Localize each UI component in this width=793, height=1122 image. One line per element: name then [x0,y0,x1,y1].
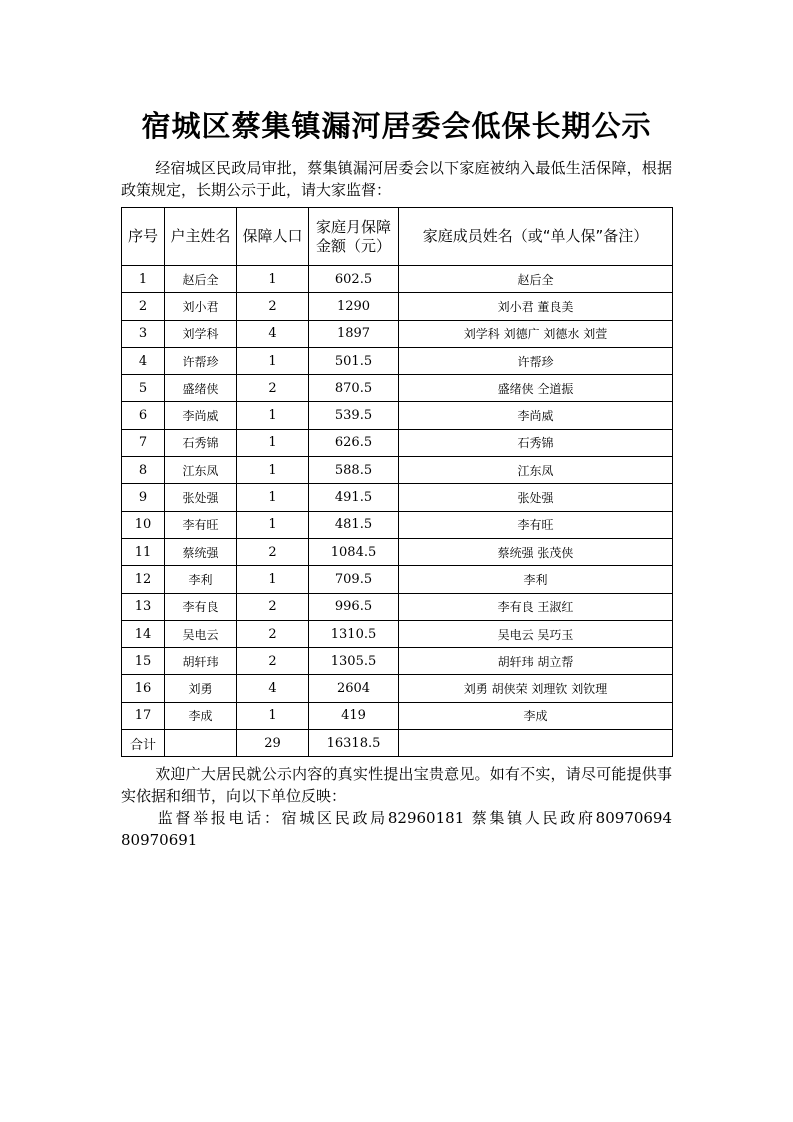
cell-count: 1 [237,266,309,293]
total-head-empty [165,730,237,757]
cell-amount: 419 [309,702,399,729]
table-body [122,266,673,730]
table-row [122,675,673,702]
table-row [122,375,673,402]
cell-members: 李利 [399,566,673,593]
cell-amount: 996.5 [309,593,399,620]
cell-members: 胡轩玮 胡立帮 [399,648,673,675]
cell-count: 1 [237,402,309,429]
cell-members: 吴电云 吴巧玉 [399,620,673,647]
cell-seq: 5 [122,375,165,402]
cell-head-name: 江东凤 [165,457,237,484]
cell-amount: 491.5 [309,484,399,511]
cell-members: 刘小君 董良美 [399,293,673,320]
cell-head-name: 张处强 [165,484,237,511]
cell-head-name: 李利 [165,566,237,593]
header-amount-line1: 家庭月保障 [315,217,391,236]
cell-count: 2 [237,293,309,320]
cell-seq: 16 [122,675,165,702]
cell-head-name: 李尚威 [165,402,237,429]
cell-seq: 2 [122,293,165,320]
cell-members: 刘勇 胡侠荣 刘理钦 刘钦理 [399,675,673,702]
table-row [122,620,673,647]
table-row [122,429,673,456]
cell-count: 1 [237,566,309,593]
cell-seq: 13 [122,593,165,620]
cell-count: 2 [237,593,309,620]
cell-count: 1 [237,347,309,374]
cell-head-name: 胡轩玮 [165,648,237,675]
cell-members: 李尚威 [399,402,673,429]
cell-seq: 1 [122,266,165,293]
cell-seq: 7 [122,429,165,456]
cell-head-name: 李成 [165,702,237,729]
header-count: 保障人口 [237,208,309,266]
cell-seq: 3 [122,320,165,347]
report-text: 监督举报电话：宿城区民政局82960181 蔡集镇人民政府80970694 80970691 [121,809,672,849]
cell-amount: 1897 [309,320,399,347]
cell-count: 2 [237,375,309,402]
header-seq: 序号 [122,208,165,266]
cell-seq: 12 [122,566,165,593]
cell-count: 2 [237,538,309,565]
table-row [122,266,673,293]
total-label: 合计 [122,730,165,757]
cell-members: 刘学科 刘德广 刘德水 刘萱 [399,320,673,347]
cell-amount: 588.5 [309,457,399,484]
table-row [122,702,673,729]
cell-seq: 15 [122,648,165,675]
page-title: 宿城区蔡集镇漏河居委会低保长期公示 [141,109,652,143]
intro-paragraph [121,157,672,201]
cell-count: 1 [237,457,309,484]
cell-seq: 9 [122,484,165,511]
cell-amount: 539.5 [309,402,399,429]
cell-amount: 1084.5 [309,538,399,565]
cell-seq: 11 [122,538,165,565]
table-row [122,538,673,565]
subsidy-table [121,207,673,757]
cell-seq: 8 [122,457,165,484]
cell-amount: 501.5 [309,347,399,374]
cell-seq: 17 [122,702,165,729]
cell-amount: 1310.5 [309,620,399,647]
header-head-name: 户主姓名 [165,208,237,266]
cell-head-name: 刘学科 [165,320,237,347]
cell-members: 李有旺 [399,511,673,538]
cell-members: 赵后全 [399,266,673,293]
cell-count: 1 [237,702,309,729]
cell-members: 石秀锦 [399,429,673,456]
table-row [122,402,673,429]
header-amount-line2: 金额（元） [315,236,391,255]
cell-seq: 10 [122,511,165,538]
cell-head-name: 许帮珍 [165,347,237,374]
cell-head-name: 赵后全 [165,266,237,293]
cell-count: 1 [237,484,309,511]
cell-count: 2 [237,648,309,675]
cell-head-name: 刘小君 [165,293,237,320]
table-row [122,347,673,374]
report-paragraph [121,807,672,851]
cell-amount: 626.5 [309,429,399,456]
table-row [122,484,673,511]
cell-count: 4 [237,675,309,702]
cell-seq: 6 [122,402,165,429]
cell-head-name: 盛绪侠 [165,375,237,402]
cell-count: 4 [237,320,309,347]
table-row [122,511,673,538]
cell-amount: 2604 [309,675,399,702]
cell-members: 许帮珍 [399,347,673,374]
cell-members: 盛绪侠 仝道振 [399,375,673,402]
intro-text: 经宿城区民政局审批，蔡集镇漏河居委会以下家庭被纳入最低生活保障，根据政策规定，长期公示于此，请大家监督： [121,159,672,199]
cell-head-name: 吴电云 [165,620,237,647]
cell-members: 蔡统强 张茂侠 [399,538,673,565]
header-amount [309,208,399,266]
cell-head-name: 石秀锦 [165,429,237,456]
total-amount: 16318.5 [309,730,399,757]
total-members-empty [399,730,673,757]
cell-head-name: 李有旺 [165,511,237,538]
cell-amount: 1305.5 [309,648,399,675]
cell-amount: 709.5 [309,566,399,593]
cell-amount: 1290 [309,293,399,320]
table-row [122,293,673,320]
table-row [122,320,673,347]
cell-count: 1 [237,429,309,456]
table-total-row [122,730,673,757]
cell-count: 2 [237,620,309,647]
cell-members: 张处强 [399,484,673,511]
header-members: 家庭成员姓名（或“单人保”备注） [399,208,673,266]
cell-members: 江东凤 [399,457,673,484]
table-row [122,566,673,593]
cell-seq: 14 [122,620,165,647]
cell-members: 李有良 王淑红 [399,593,673,620]
cell-head-name: 刘勇 [165,675,237,702]
cell-amount: 481.5 [309,511,399,538]
outro-paragraph [121,763,672,807]
total-count: 29 [237,730,309,757]
cell-head-name: 李有良 [165,593,237,620]
table-row [122,457,673,484]
table-row [122,648,673,675]
cell-amount: 602.5 [309,266,399,293]
cell-amount: 870.5 [309,375,399,402]
outro-text: 欢迎广大居民就公示内容的真实性提出宝贵意见。如有不实，请尽可能提供事实依据和细节，向以下单位反映： [121,765,672,805]
cell-head-name: 蔡统强 [165,538,237,565]
table-header-row [122,208,673,266]
table-row [122,593,673,620]
cell-members: 李成 [399,702,673,729]
cell-count: 1 [237,511,309,538]
cell-seq: 4 [122,347,165,374]
